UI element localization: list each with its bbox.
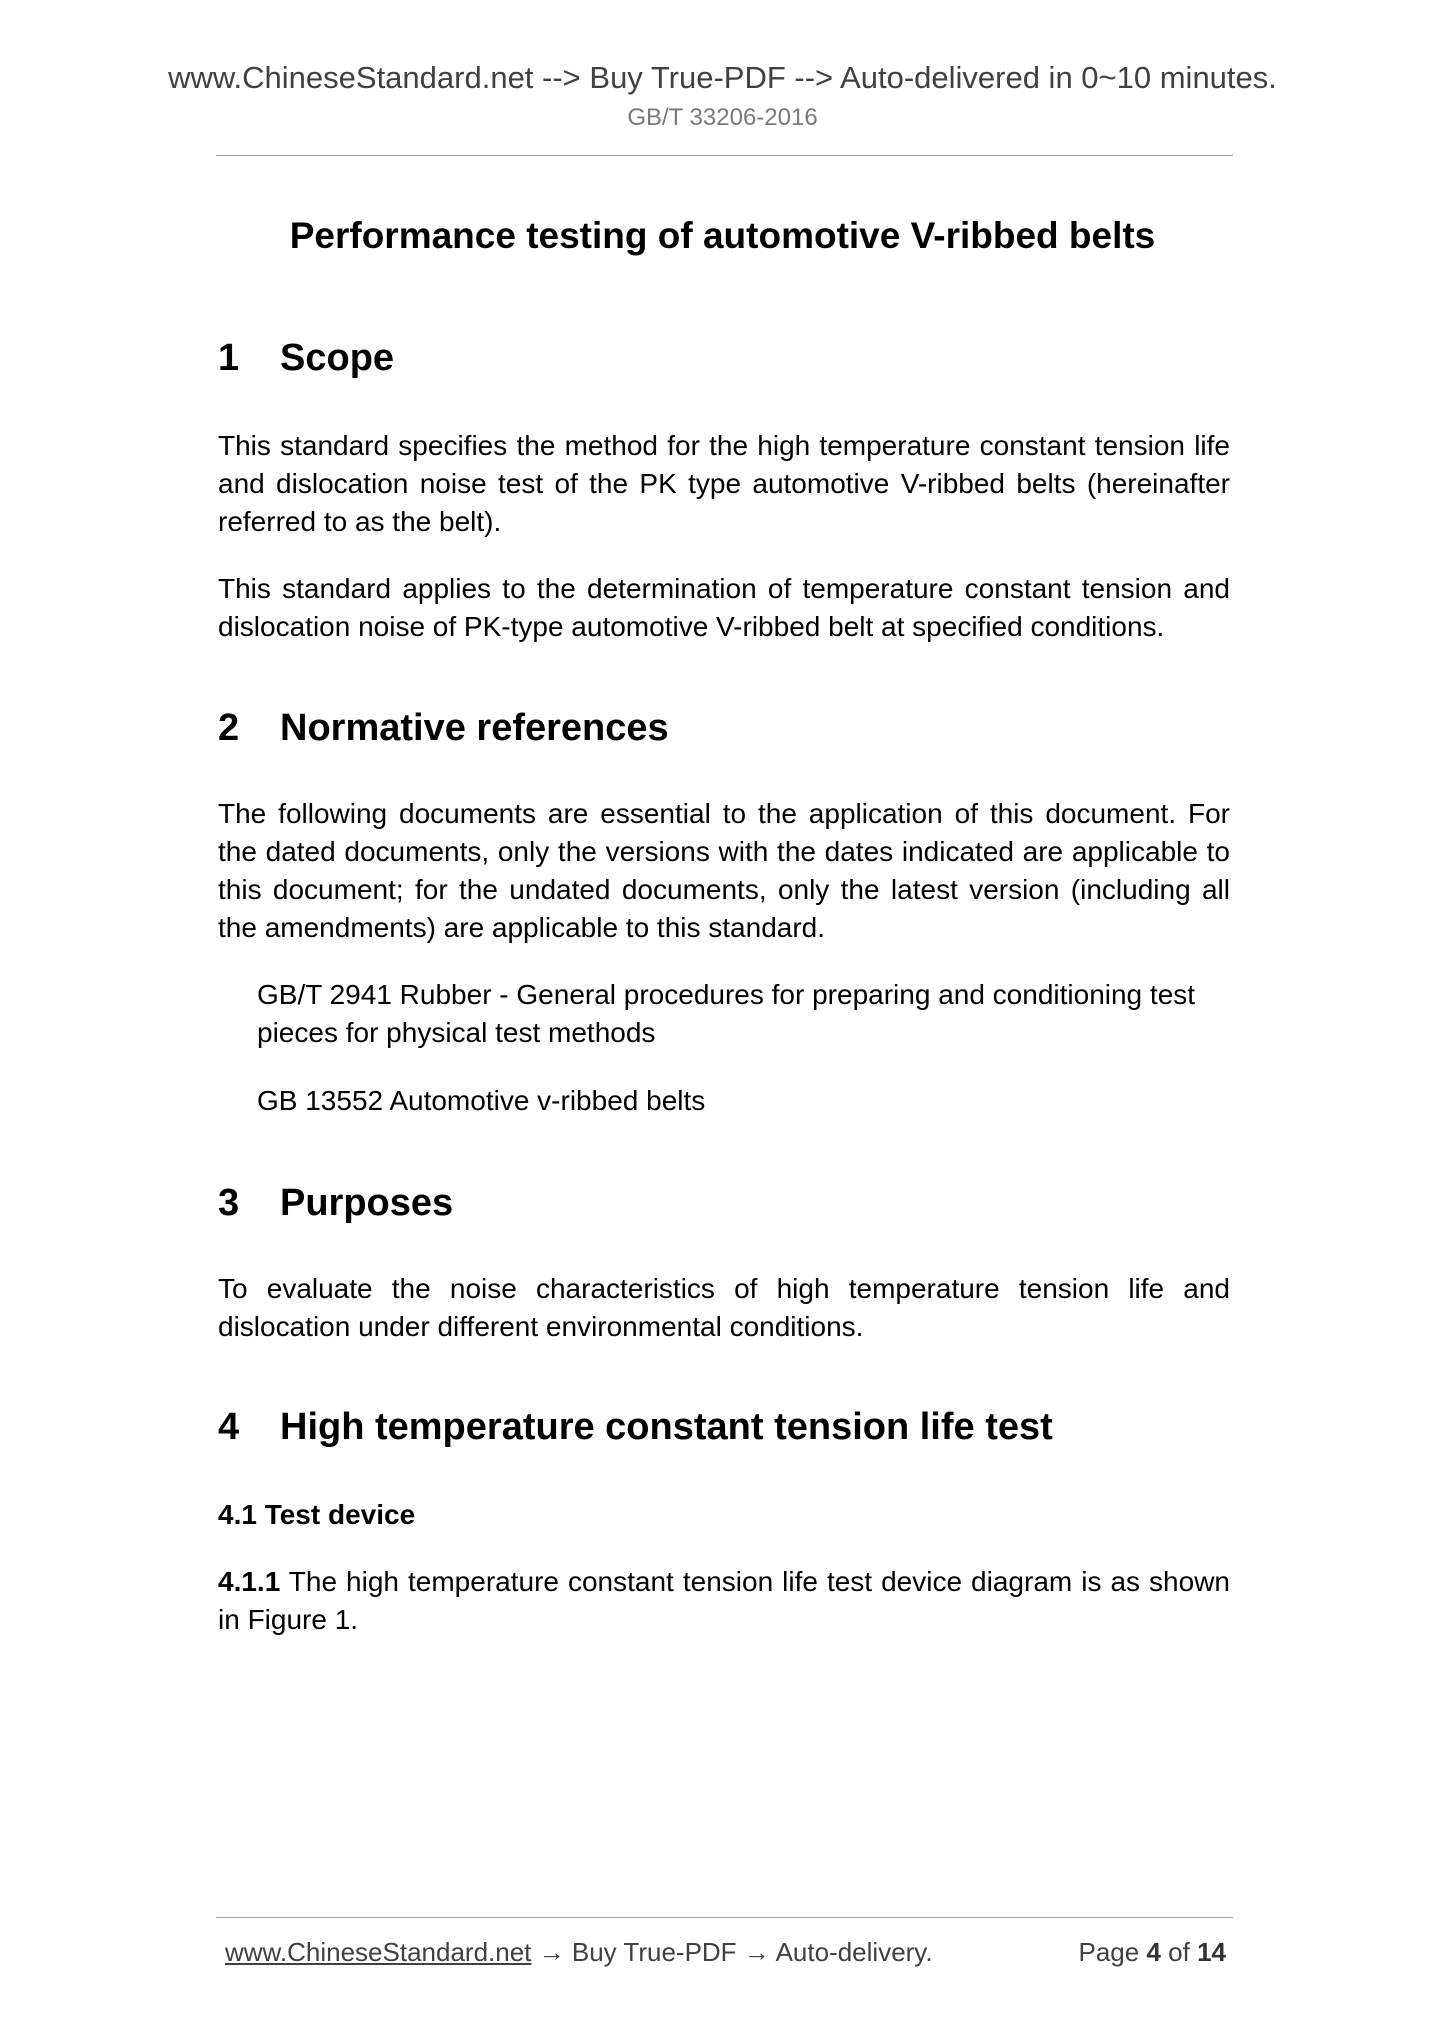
normative-paragraph-1: The following documents are essential to the application of this document. For the dated documents, only the versions with the dates indicated are applicable to this document; for the undated documents, only the latest version (including all the amendments) are applicable to this standard. <box>218 798 1230 943</box>
scope-paragraph-1: This standard specifies the method for the high temperature constant tension life and dislocation noise test of the PK type automotive V-ribbed belts (hereinafter referred to as the belt). <box>218 430 1230 537</box>
footer-site-link[interactable]: www.ChineseStandard.net <box>225 1937 532 1967</box>
section-heading-life-test <box>218 1404 1053 1450</box>
header-divider <box>216 155 1233 156</box>
page-indicator <box>1078 1935 1226 1969</box>
section-number: 3 <box>218 1182 240 1224</box>
section-title: Normative references <box>280 707 669 749</box>
total-page-count: 14 <box>1197 1937 1226 1967</box>
standard-code: GB/T 33206-2016 <box>627 104 818 131</box>
purposes-paragraph-1: To evaluate the noise characteristics of high temperature tension life and dislocation under different environmental conditions. <box>218 1273 1230 1342</box>
section-heading-normative-references <box>218 705 669 751</box>
footer-promo <box>225 1935 933 1969</box>
of-word: of <box>1168 1937 1190 1967</box>
reference-item-gb-13552: GB 13552 Automotive v-ribbed belts <box>257 1085 706 1116</box>
section-number: 2 <box>218 707 240 749</box>
clause-4-1-1 <box>218 1563 1230 1639</box>
scope-paragraph-2: This standard applies to the determination of temperature constant tension and dislocation noise of PK-type automotive V-ribbed belt at specified conditions. <box>218 573 1230 642</box>
header-banner: www.ChineseStandard.net --> Buy True-PDF --> Auto-delivered in 0~10 minutes. <box>168 60 1277 95</box>
current-page-number: 4 <box>1146 1937 1161 1967</box>
subsection-heading-test-device: 4.1 Test device <box>218 1499 416 1530</box>
clause-number: 4.1.1 <box>218 1566 281 1597</box>
section-title: High temperature constant tension life test <box>280 1406 1053 1448</box>
section-number: 1 <box>218 337 240 379</box>
document-title: Performance testing of automotive V-ribbed belts <box>289 215 1156 256</box>
footer-promo-text: → Buy True-PDF → Auto-delivery. <box>531 1937 933 1967</box>
footer-divider <box>216 1917 1233 1918</box>
section-number: 4 <box>218 1406 240 1448</box>
page-word: Page <box>1078 1937 1140 1967</box>
section-heading-purposes <box>218 1180 453 1226</box>
section-title: Purposes <box>280 1182 454 1224</box>
reference-item-gbt-2941: GB/T 2941 Rubber - General procedures for preparing and conditioning test pieces for physical test methods <box>257 979 1196 1048</box>
section-title: Scope <box>280 337 395 379</box>
section-heading-scope <box>218 335 394 381</box>
clause-text: The high temperature constant tension life test device diagram is as shown in Figure 1. <box>218 1566 1230 1635</box>
